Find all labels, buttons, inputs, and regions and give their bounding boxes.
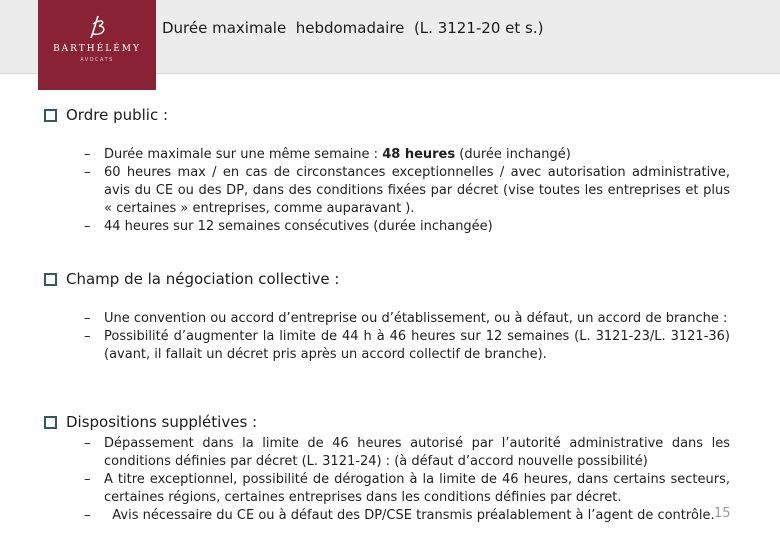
section-heading-text: Champ de la négociation collective :	[66, 270, 340, 288]
list-item	[84, 507, 730, 525]
dash-bullet: –	[84, 329, 91, 344]
bullet-list	[84, 310, 730, 364]
dash-bullet: –	[84, 508, 91, 523]
item-text: 44 heures sur 12 semaines consécutives (durée inchangée)	[104, 219, 493, 234]
section-ordre-public	[44, 106, 744, 236]
dash-bullet: –	[84, 165, 91, 180]
dash-bullet: –	[84, 147, 91, 162]
monogram-b-icon	[85, 14, 109, 40]
list-item	[84, 471, 730, 507]
slide-title: Durée maximale hebdomadaire (L. 3121-20 et s.)	[162, 19, 544, 37]
list-item	[84, 146, 730, 164]
section-heading-text: Dispositions supplétives :	[66, 413, 258, 431]
bullet-list	[84, 435, 730, 525]
item-text: Avis nécessaire du CE ou à défaut des DP/CSE transmis préalablement à l’agent de contrôle.	[104, 508, 715, 523]
dash-bullet: –	[84, 311, 91, 326]
firm-logo	[38, 0, 156, 90]
item-bold-text: 48 heures	[382, 147, 456, 162]
item-text: Possibilité d’augmenter la limite de 44 h à 46 heures sur 12 semaines (L. 3121-23/L. 3121-36) (avant, il fallait un décret pris après un accord collectif de branche).	[104, 329, 730, 362]
item-text: Dépassement dans la limite de 46 heures autorisé par l’autorité administrative dans les conditions définies par décret (L. 3121-24) : (à défaut d’accord nouvelle possibilité)	[104, 436, 730, 469]
page-number: 15	[714, 506, 731, 521]
section-heading	[44, 106, 744, 124]
dash-bullet: –	[84, 472, 91, 487]
logo-subtitle: AVOCATS	[80, 57, 114, 63]
section-heading-text: Ordre public :	[66, 106, 169, 124]
section-dispositions-suppletives	[44, 413, 744, 525]
dash-bullet: –	[84, 436, 91, 451]
item-text: 60 heures max / en cas de circonstances exceptionnelles / avec autorisation administrative, avis du CE ou des DP, dans des conditions fixées par décret (vise toutes les entreprises et plus « certaines » entreprises, comme auparavant ).	[104, 165, 730, 216]
section-heading	[44, 413, 744, 431]
checkbox-bullet-icon	[44, 109, 57, 122]
logo-name: BARTHÉLÉMY	[53, 44, 141, 54]
item-text-after: (durée inchangé)	[455, 147, 571, 162]
list-item	[84, 435, 730, 471]
bullet-list	[84, 146, 730, 236]
item-text: Durée maximale sur une même semaine :	[104, 147, 383, 162]
section-heading	[44, 270, 744, 288]
list-item	[84, 164, 730, 218]
section-negociation-collective	[44, 270, 744, 364]
dash-bullet: –	[84, 219, 91, 234]
list-item	[84, 328, 730, 364]
list-item	[84, 310, 730, 328]
item-text: Une convention ou accord d’entreprise ou d’établissement, ou à défaut, un accord de branche :	[104, 311, 728, 326]
list-item	[84, 218, 730, 236]
checkbox-bullet-icon	[44, 273, 57, 286]
item-text: A titre exceptionnel, possibilité de dérogation à la limite de 46 heures, dans certains secteurs, certaines régions, certaines entreprises dans les conditions définies par décret.	[104, 472, 730, 505]
checkbox-bullet-icon	[44, 416, 57, 429]
